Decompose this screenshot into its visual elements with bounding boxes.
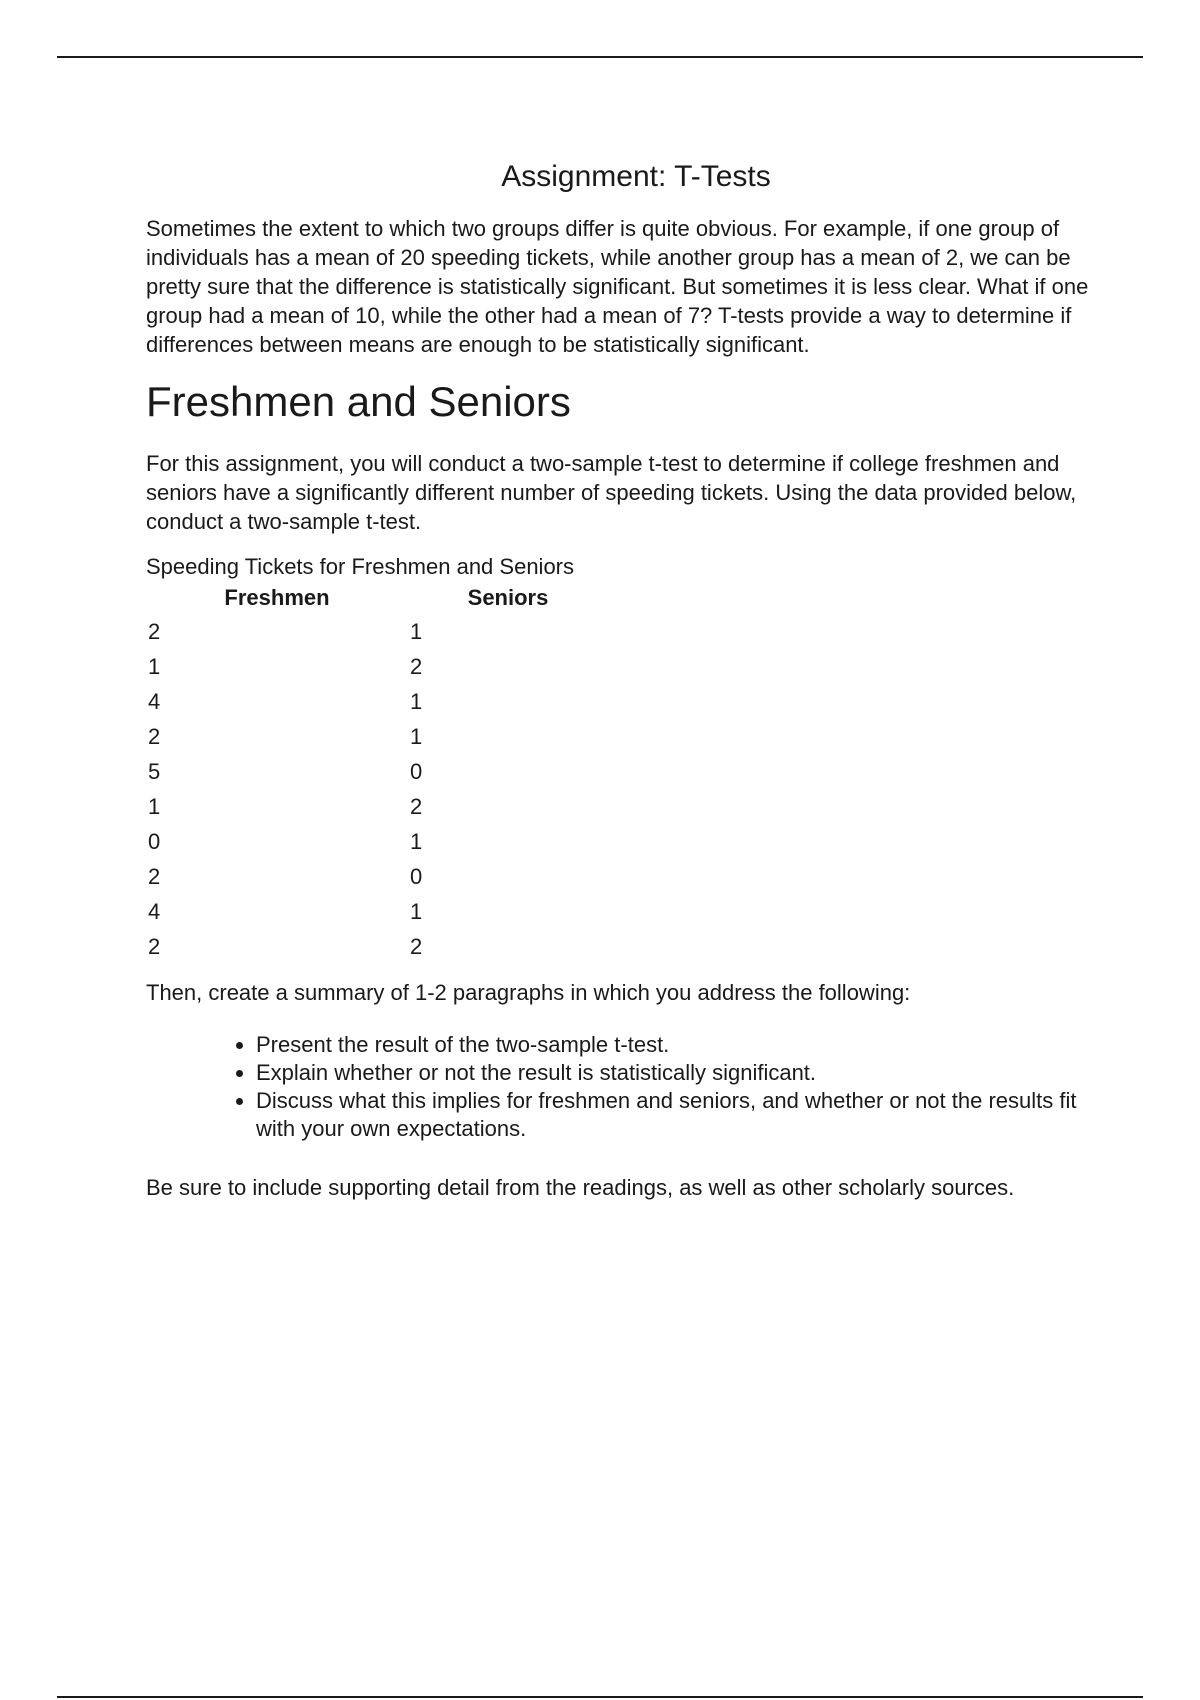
table-row — [146, 789, 608, 824]
summary-prompt: Then, create a summary of 1-2 paragraphs in which you address the following: — [146, 980, 911, 1005]
freshmen-cell: 2 — [148, 723, 161, 749]
table-row — [146, 859, 608, 894]
column-header-seniors: Seniors — [467, 585, 549, 610]
seniors-cell: 1 — [410, 898, 423, 924]
freshmen-cell: 4 — [148, 688, 161, 714]
document-body — [146, 160, 1096, 1202]
closing-paragraph: Be sure to include supporting detail from the readings, as well as other scholarly sources. — [146, 1175, 1015, 1200]
top-rule — [57, 56, 1143, 58]
table-row — [146, 894, 608, 929]
table-row — [146, 614, 608, 649]
freshmen-cell: 2 — [148, 863, 161, 889]
table-row — [146, 824, 608, 859]
column-header-freshmen: Freshmen — [224, 585, 330, 610]
freshmen-cell: 2 — [148, 618, 161, 644]
freshmen-cell: 1 — [148, 793, 161, 819]
freshmen-cell: 1 — [148, 653, 161, 679]
table-row — [146, 649, 608, 684]
table-row — [146, 684, 608, 719]
freshmen-cell: 4 — [148, 898, 161, 924]
freshmen-cell: 5 — [148, 758, 161, 784]
table-row — [146, 719, 608, 754]
seniors-cell: 2 — [410, 793, 423, 819]
table-header-row — [146, 582, 608, 614]
bottom-rule — [57, 1696, 1143, 1698]
seniors-cell: 1 — [410, 688, 423, 714]
seniors-cell: 2 — [410, 653, 423, 679]
seniors-cell: 0 — [410, 758, 423, 784]
seniors-cell: 2 — [410, 933, 423, 959]
intro-paragraph: Sometimes the extent to which two groups differ is quite obvious. For example, if one group of individuals has a mean of 20 speeding tickets, while another group has a mean of 2, we can be pretty sure that the difference is statistically significant. But sometimes it is less clear. What if one group had a mean of 10, while the other had a mean of 7? T-tests provide a way to determine if differences between means are enough to be statistically significant. — [146, 216, 1089, 357]
section-intro-paragraph: For this assignment, you will conduct a two-sample t-test to determine if college freshmen and seniors have a significantly different number of speeding tickets. Using the data provided below, conduct a two-sample t-test. — [146, 451, 1077, 534]
list-item: • Present the result of the two-sample t-test. — [256, 1031, 1096, 1059]
table-caption: Speeding Tickets for Freshmen and Seniors — [146, 554, 575, 579]
seniors-cell: 1 — [410, 828, 423, 854]
table-row — [146, 929, 608, 964]
section-heading: Freshmen and Seniors — [146, 378, 571, 425]
seniors-cell: 1 — [410, 723, 423, 749]
speeding-tickets-table — [146, 582, 608, 964]
seniors-cell: 1 — [410, 618, 423, 644]
list-item: • Discuss what this implies for freshmen and seniors, and whether or not the results fit with your own expectations. — [256, 1087, 1096, 1143]
table-row — [146, 754, 608, 789]
requirements-list — [146, 1031, 1096, 1143]
freshmen-cell: 0 — [148, 828, 161, 854]
document-title: Assignment: T-Tests — [501, 160, 771, 193]
seniors-cell: 0 — [410, 863, 423, 889]
freshmen-cell: 2 — [148, 933, 161, 959]
list-item: • Explain whether or not the result is statistically significant. — [256, 1059, 1096, 1087]
